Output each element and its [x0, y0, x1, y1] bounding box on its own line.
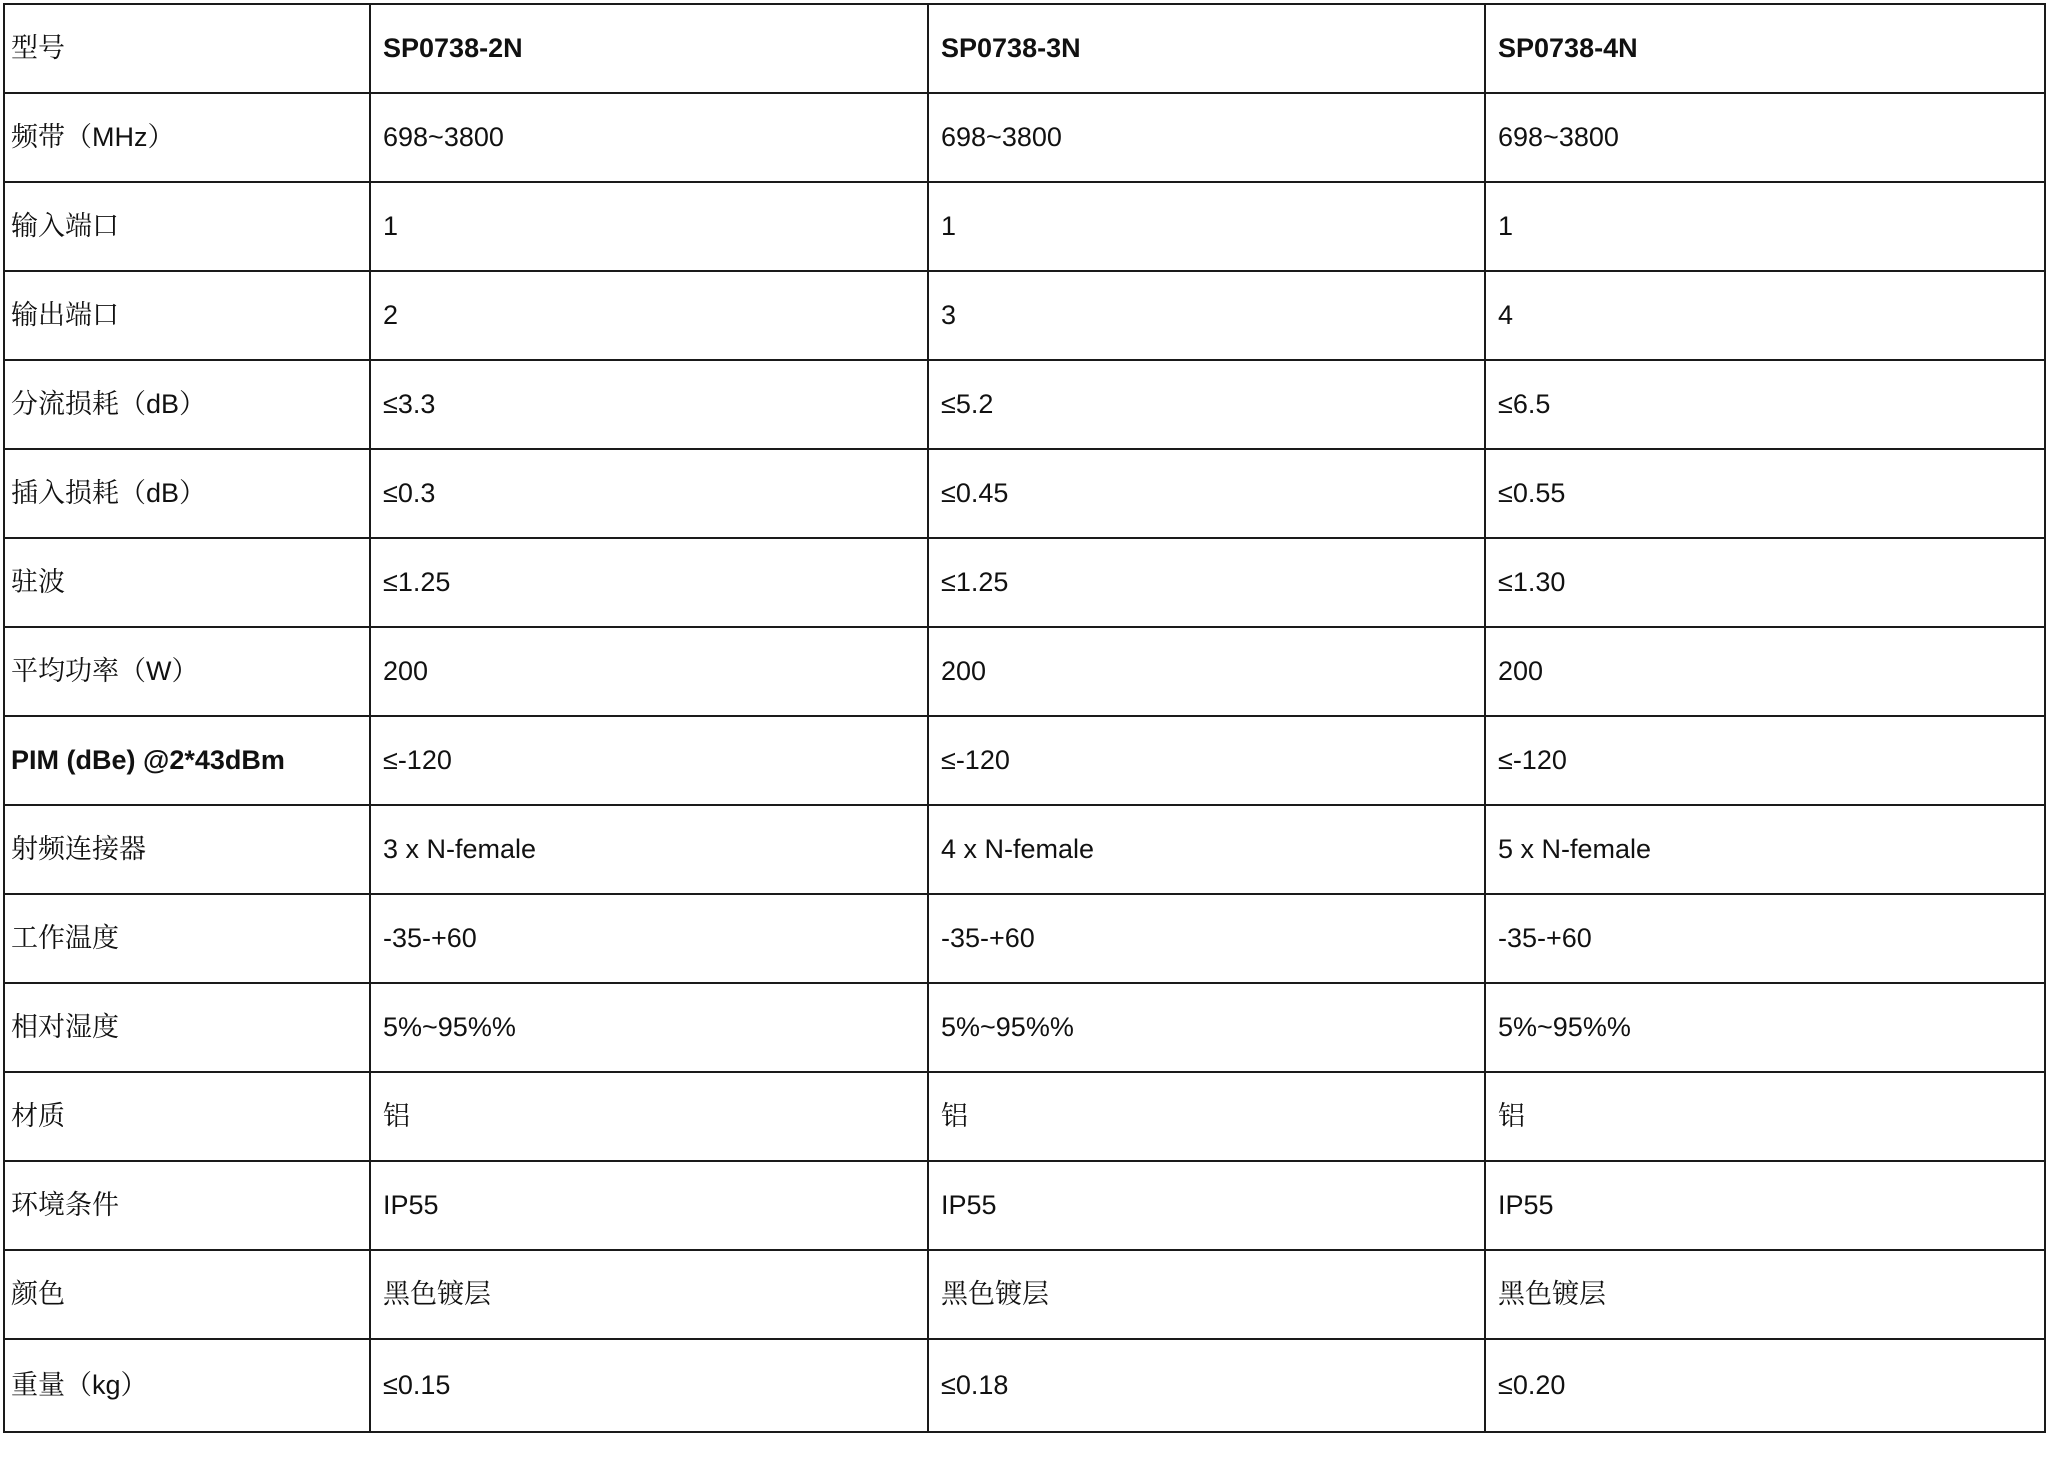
value-cell: ≤-120	[928, 716, 1485, 805]
model-header-cell: SP0738-4N	[1485, 4, 2045, 93]
value-cell: IP55	[1485, 1161, 2045, 1250]
value-cell: -35-+60	[370, 894, 928, 983]
value-cell: IP55	[370, 1161, 928, 1250]
row-label-cell: 插入损耗（dB）	[4, 449, 370, 538]
value-cell: ≤-120	[1485, 716, 2045, 805]
table-row	[4, 449, 2045, 538]
header-row	[4, 4, 2045, 93]
row-label-cell: 环境条件	[4, 1161, 370, 1250]
value-cell: 5%~95%%	[928, 983, 1485, 1072]
table-row	[4, 983, 2045, 1072]
value-cell: 5 x N-female	[1485, 805, 2045, 894]
row-label-cell: 输入端口	[4, 182, 370, 271]
table-row	[4, 627, 2045, 716]
value-cell: ≤1.25	[928, 538, 1485, 627]
value-cell: ≤0.15	[370, 1339, 928, 1432]
model-header-cell: SP0738-2N	[370, 4, 928, 93]
value-cell: 698~3800	[1485, 93, 2045, 182]
value-cell: 200	[928, 627, 1485, 716]
value-cell: 黑色镀层	[928, 1250, 1485, 1339]
value-cell: 铝	[1485, 1072, 2045, 1161]
value-cell: -35-+60	[928, 894, 1485, 983]
value-cell: ≤0.55	[1485, 449, 2045, 538]
header-label-cell: 型号	[4, 4, 370, 93]
row-label-cell: 分流损耗（dB）	[4, 360, 370, 449]
value-cell: 1	[928, 182, 1485, 271]
value-cell: 4 x N-female	[928, 805, 1485, 894]
value-cell: ≤0.45	[928, 449, 1485, 538]
value-cell: ≤5.2	[928, 360, 1485, 449]
value-cell: 5%~95%%	[1485, 983, 2045, 1072]
table-row	[4, 1161, 2045, 1250]
value-cell: 3	[928, 271, 1485, 360]
row-label-cell: 材质	[4, 1072, 370, 1161]
value-cell: 698~3800	[370, 93, 928, 182]
row-label-cell: 平均功率（W）	[4, 627, 370, 716]
table-row	[4, 93, 2045, 182]
model-header-cell: SP0738-3N	[928, 4, 1485, 93]
table-row	[4, 805, 2045, 894]
row-label-cell: 颜色	[4, 1250, 370, 1339]
value-cell: 铝	[370, 1072, 928, 1161]
row-label-cell: 重量（kg）	[4, 1339, 370, 1432]
row-label-cell: 频带（MHz）	[4, 93, 370, 182]
table-row	[4, 182, 2045, 271]
row-label-cell: 相对湿度	[4, 983, 370, 1072]
value-cell: 200	[370, 627, 928, 716]
row-label-cell: 射频连接器	[4, 805, 370, 894]
value-cell: ≤0.20	[1485, 1339, 2045, 1432]
table-row	[4, 271, 2045, 360]
table-row	[4, 1072, 2045, 1161]
value-cell: 黑色镀层	[370, 1250, 928, 1339]
value-cell: 铝	[928, 1072, 1485, 1161]
row-label-cell: 工作温度	[4, 894, 370, 983]
value-cell: ≤-120	[370, 716, 928, 805]
value-cell: 黑色镀层	[1485, 1250, 2045, 1339]
value-cell: ≤6.5	[1485, 360, 2045, 449]
value-cell: ≤1.30	[1485, 538, 2045, 627]
value-cell: ≤3.3	[370, 360, 928, 449]
table-row	[4, 1250, 2045, 1339]
value-cell: ≤1.25	[370, 538, 928, 627]
value-cell: -35-+60	[1485, 894, 2045, 983]
table-row	[4, 1339, 2045, 1432]
table-row	[4, 716, 2045, 805]
value-cell: ≤0.18	[928, 1339, 1485, 1432]
value-cell: 1	[370, 182, 928, 271]
table-row	[4, 894, 2045, 983]
value-cell: 4	[1485, 271, 2045, 360]
table-row	[4, 538, 2045, 627]
value-cell: IP55	[928, 1161, 1485, 1250]
table-row	[4, 360, 2045, 449]
value-cell: 3 x N-female	[370, 805, 928, 894]
value-cell: ≤0.3	[370, 449, 928, 538]
value-cell: 1	[1485, 182, 2045, 271]
row-label-cell: 驻波	[4, 538, 370, 627]
value-cell: 5%~95%%	[370, 983, 928, 1072]
row-label-cell: PIM (dBe) @2*43dBm	[4, 716, 370, 805]
spec-table	[3, 3, 2046, 1433]
value-cell: 2	[370, 271, 928, 360]
row-label-cell: 输出端口	[4, 271, 370, 360]
value-cell: 698~3800	[928, 93, 1485, 182]
value-cell: 200	[1485, 627, 2045, 716]
